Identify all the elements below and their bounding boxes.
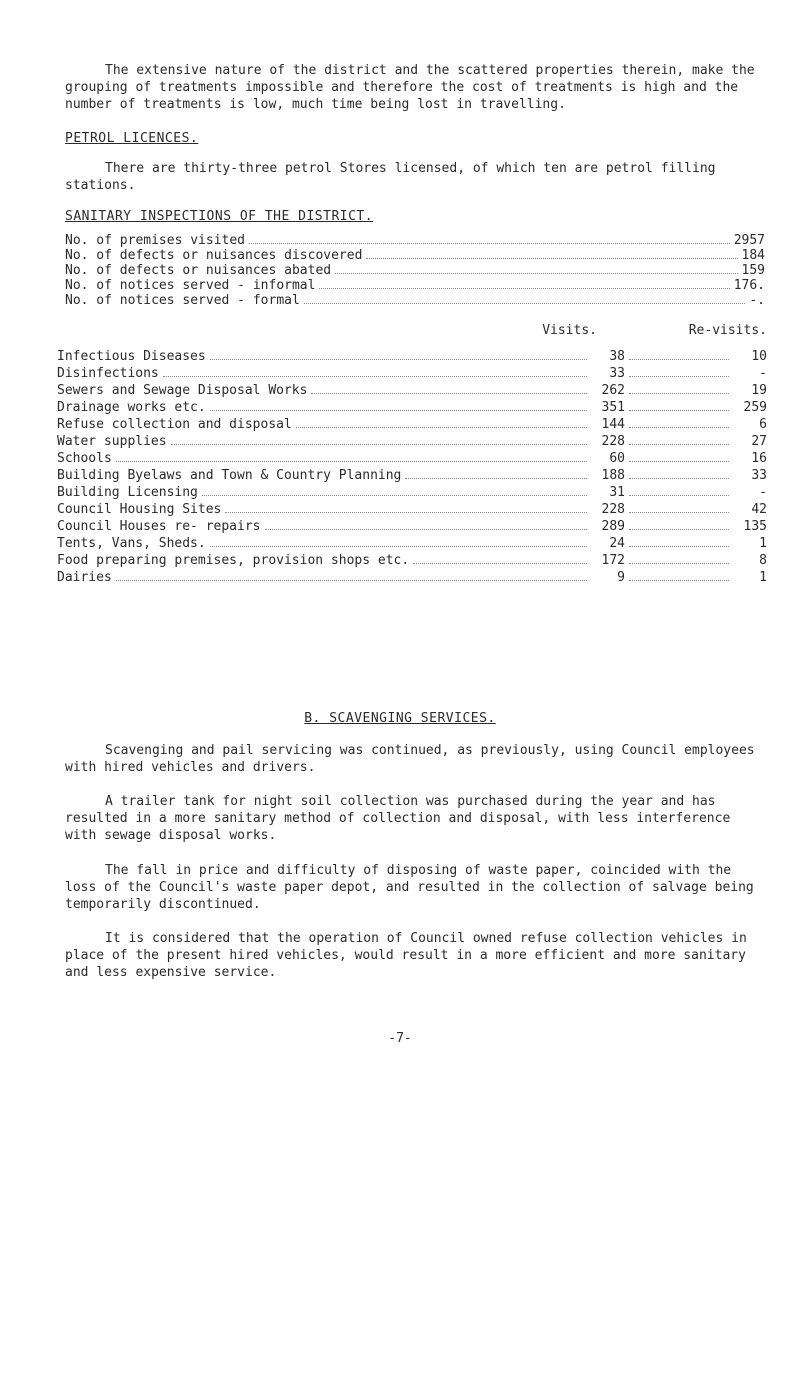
visits-table-header	[57, 322, 767, 340]
table-row: Food preparing premises, provision shops etc. 172 8	[57, 553, 767, 568]
table-row: Water supplies 228 27	[57, 434, 767, 449]
table-row: Infectious Diseases 38 10	[57, 349, 767, 364]
table-row: Drainage works etc. 351 259	[57, 400, 767, 415]
page-number: -7-	[388, 1031, 412, 1046]
table-row: Tents, Vans, Sheds. 24 1	[57, 536, 767, 551]
sanitary-heading: SANITARY INSPECTIONS OF THE DISTRICT.	[65, 209, 374, 224]
stat-row: No. of defects or nuisances abated 159	[65, 263, 765, 278]
table-row: Building Byelaws and Town & Country Planning 188 33	[57, 468, 767, 483]
table-row: Disinfections 33 -	[57, 366, 767, 381]
scavenging-paragraph-2: A trailer tank for night soil collection was purchased during the year and has resulted in a more sanitary method of collection and disposal, with less interference with sewage disposal works.	[65, 794, 731, 843]
revisits-column-header: Re-visits.	[688, 323, 767, 338]
table-row: Dairies 9 1	[57, 570, 767, 585]
intro-paragraph: The extensive nature of the district and the scattered properties therein, make the grouping of treatments impossible and therefore the cost of treatments is high and the number of treatments is low, much time being lost in travelling.	[65, 63, 755, 112]
stat-row: No. of defects or nuisances discovered 184	[65, 248, 765, 263]
scavenging-paragraph-1: Scavenging and pail servicing was continued, as previously, using Council employees with hired vehicles and drivers.	[65, 743, 755, 775]
table-row: Council Houses re- repairs 289 135	[57, 519, 767, 534]
stat-row: No. of notices served - informal 176.	[65, 278, 765, 293]
table-row: Refuse collection and disposal 144 6	[57, 417, 767, 432]
scavenging-paragraph-4: It is considered that the operation of Council owned refuse collection vehicles in place of the present hired vehicles, would result in a more efficient and more sanitary and less expensive service.	[65, 931, 747, 980]
stat-row: No. of premises visited 2957	[65, 233, 765, 248]
petrol-paragraph: There are thirty-three petrol Stores licensed, of which ten are petrol filling stations.	[65, 161, 716, 193]
table-row: Schools 60 16	[57, 451, 767, 466]
visits-column-header: Visits.	[542, 323, 597, 338]
petrol-heading: PETROL LICENCES.	[65, 131, 199, 146]
table-row: Sewers and Sewage Disposal Works 262 19	[57, 383, 767, 398]
stat-row: No. of notices served - formal -.	[65, 293, 765, 308]
sanitary-stats	[65, 232, 765, 307]
table-row: Building Licensing 31 -	[57, 485, 767, 500]
scavenging-paragraph-3: The fall in price and difficulty of disposing of waste paper, coincided with the loss of the Council's waste paper depot, and resulted in the collection of salvage being temporarily discontinued.	[65, 863, 754, 912]
table-row: Council Housing Sites 228 42	[57, 502, 767, 517]
scavenging-heading: B. SCAVENGING SERVICES.	[304, 711, 496, 726]
visits-table	[57, 322, 767, 586]
